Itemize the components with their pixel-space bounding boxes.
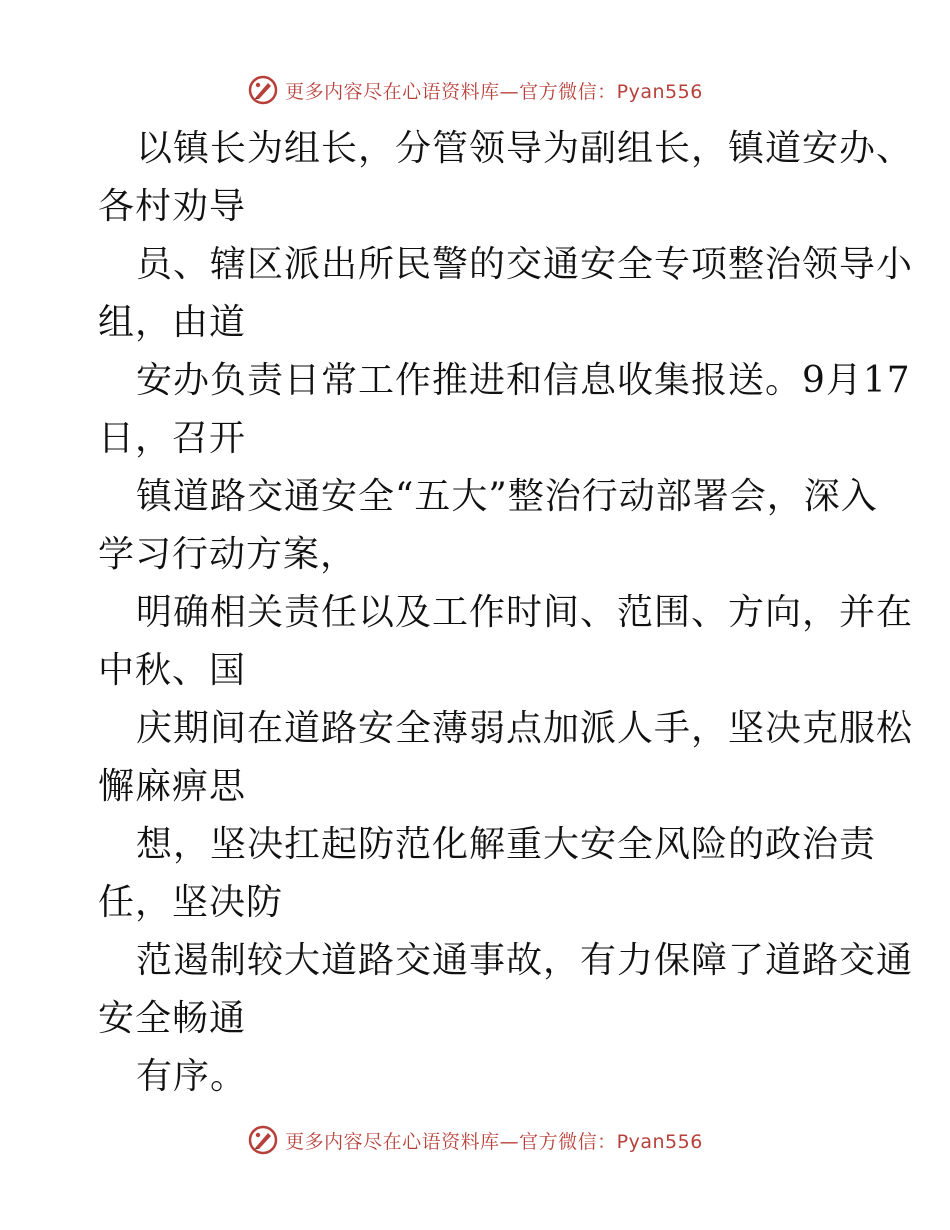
header-watermark: [0, 70, 950, 110]
body-line: 各村劝导: [98, 186, 247, 227]
pen-circle-logo-icon: [247, 1124, 279, 1156]
body-line: 安办负责日常工作推进和信息收集报送。9月17: [136, 360, 911, 401]
pen-circle-logo-icon: [247, 74, 279, 106]
body-line: 员、辖区派出所民警的交通安全专项整治领导小: [136, 244, 914, 285]
watermark-text: 更多内容尽在心语资料库—官方微信：Pyan556: [285, 80, 703, 103]
document-body: [98, 120, 914, 1106]
body-line: 庆期间在道路安全薄弱点加派人手，坚决克服松: [136, 708, 914, 749]
body-line: 任，坚决防: [98, 882, 284, 923]
body-line: 懈麻痹思: [98, 766, 247, 807]
body-line: 想，坚决扛起防范化解重大安全风险的政治责: [136, 824, 877, 865]
body-line: 中秋、国: [98, 650, 247, 691]
body-line: 学习行动方案，: [98, 534, 358, 575]
body-line: 镇道路交通安全“五大”整治行动部署会，深入: [136, 476, 878, 517]
body-line: 组，由道: [98, 302, 247, 343]
body-line: 有序。: [136, 1056, 248, 1097]
body-line: 安全畅通: [98, 998, 247, 1039]
footer-watermark: [0, 1120, 950, 1160]
body-line: 以镇长为组长，分管领导为副组长，镇道安办、: [136, 128, 914, 169]
body-line: 日，召开: [98, 418, 247, 459]
watermark-text: 更多内容尽在心语资料库—官方微信：Pyan556: [285, 1130, 703, 1153]
body-line: 明确相关责任以及工作时间、范围、方向，并在: [136, 592, 914, 633]
body-line: 范遏制较大道路交通事故，有力保障了道路交通: [136, 940, 914, 981]
